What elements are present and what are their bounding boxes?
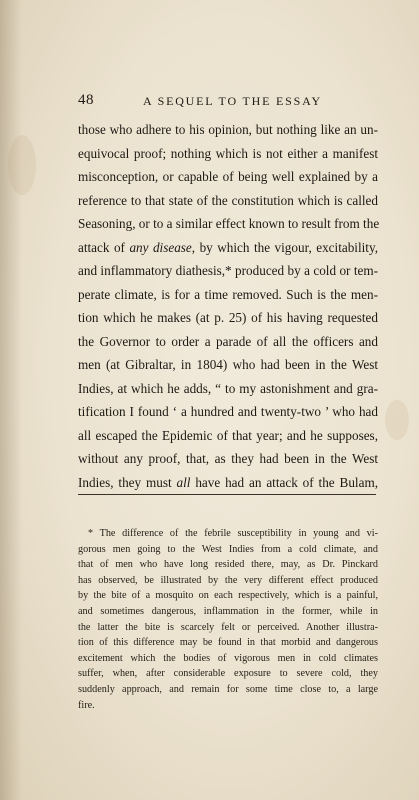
footnote-line: fire. [78,699,95,711]
body-line: tification I found ‘ a hundred and twenty-two ’ who had [78,404,378,419]
body-line: those who adhere to his opinion, but nothing like an un- [78,122,378,137]
body-line: misconception, or capable of being well explained by a [78,169,378,184]
body-line: all escaped the Epidemic of that year; and he supposes, [78,427,378,443]
body-text [78,118,378,494]
italic-emphasis: any disease [129,239,192,255]
body-line: Seasoning, or to a similar effect known to result from the [78,216,380,231]
running-title: A SEQUEL TO THE ESSAY [143,94,322,108]
body-line: Indies, at which he adds, “ to my astonishment and gra- [78,380,378,396]
body-line: men (at Gibraltar, in 1804) who had been in the West [78,357,378,372]
body-line: attack of any disease, by which the vigour, excitability, [78,239,378,255]
body-line: equivocal proof; nothing which is not either a manifest [78,145,378,161]
body-line: without any proof, that, as they had been in the West [78,451,378,466]
footnote-line: suffer, when, after considerable exposure to severe cold, they [78,668,378,680]
body-line: perate climate, is for a time removed. Such is the men- [78,286,378,302]
footnote-line: gorous men going to the West Indies from a cold climate, and [78,543,378,555]
page-number: 48 [78,92,94,108]
body-line: tion which he makes (at p. 25) of his having requested [78,310,378,325]
italic-emphasis: all [176,474,191,490]
footnote-line: has observed, be illustrated by the very different effect produced [78,574,378,586]
body-line: Indies, they must all have had an attack of the Bulam, [78,474,378,490]
footnote-line: that of men who have long resided there, may, as Dr. Pinckard [78,559,378,571]
footnote [78,526,378,713]
gutter-shadow [0,0,22,800]
paper-stain [385,400,409,440]
footnote-line: * The difference of the febrile susceptibility in young and vi- [88,528,378,539]
body-line: reference to that state of the constitution which is called [78,192,378,208]
paper-stain [8,135,36,195]
footnote-line: tion of this difference may be found in that morbid and dangerous [78,637,378,649]
body-line: and inflammatory diathesis,* produced by a cold or tem- [78,263,378,278]
running-head [78,92,378,110]
footnote-line: suddenly approach, and remain for some time close to, a large [78,683,378,695]
body-line: the Governor to order a parade of all the officers and [78,333,378,349]
footnote-rule [78,494,376,495]
footnote-line: and sometimes dangerous, inflammation in the former, while in [78,605,378,617]
footnote-line: the latter the bite is scarcely felt or perceived. Another illustra- [78,621,378,633]
footnote-line: by the bite of a mosquito on each respectively, which is a painful, [78,590,378,602]
footnote-line: excitement which the bodies of vigorous men in cold climates [78,652,378,664]
